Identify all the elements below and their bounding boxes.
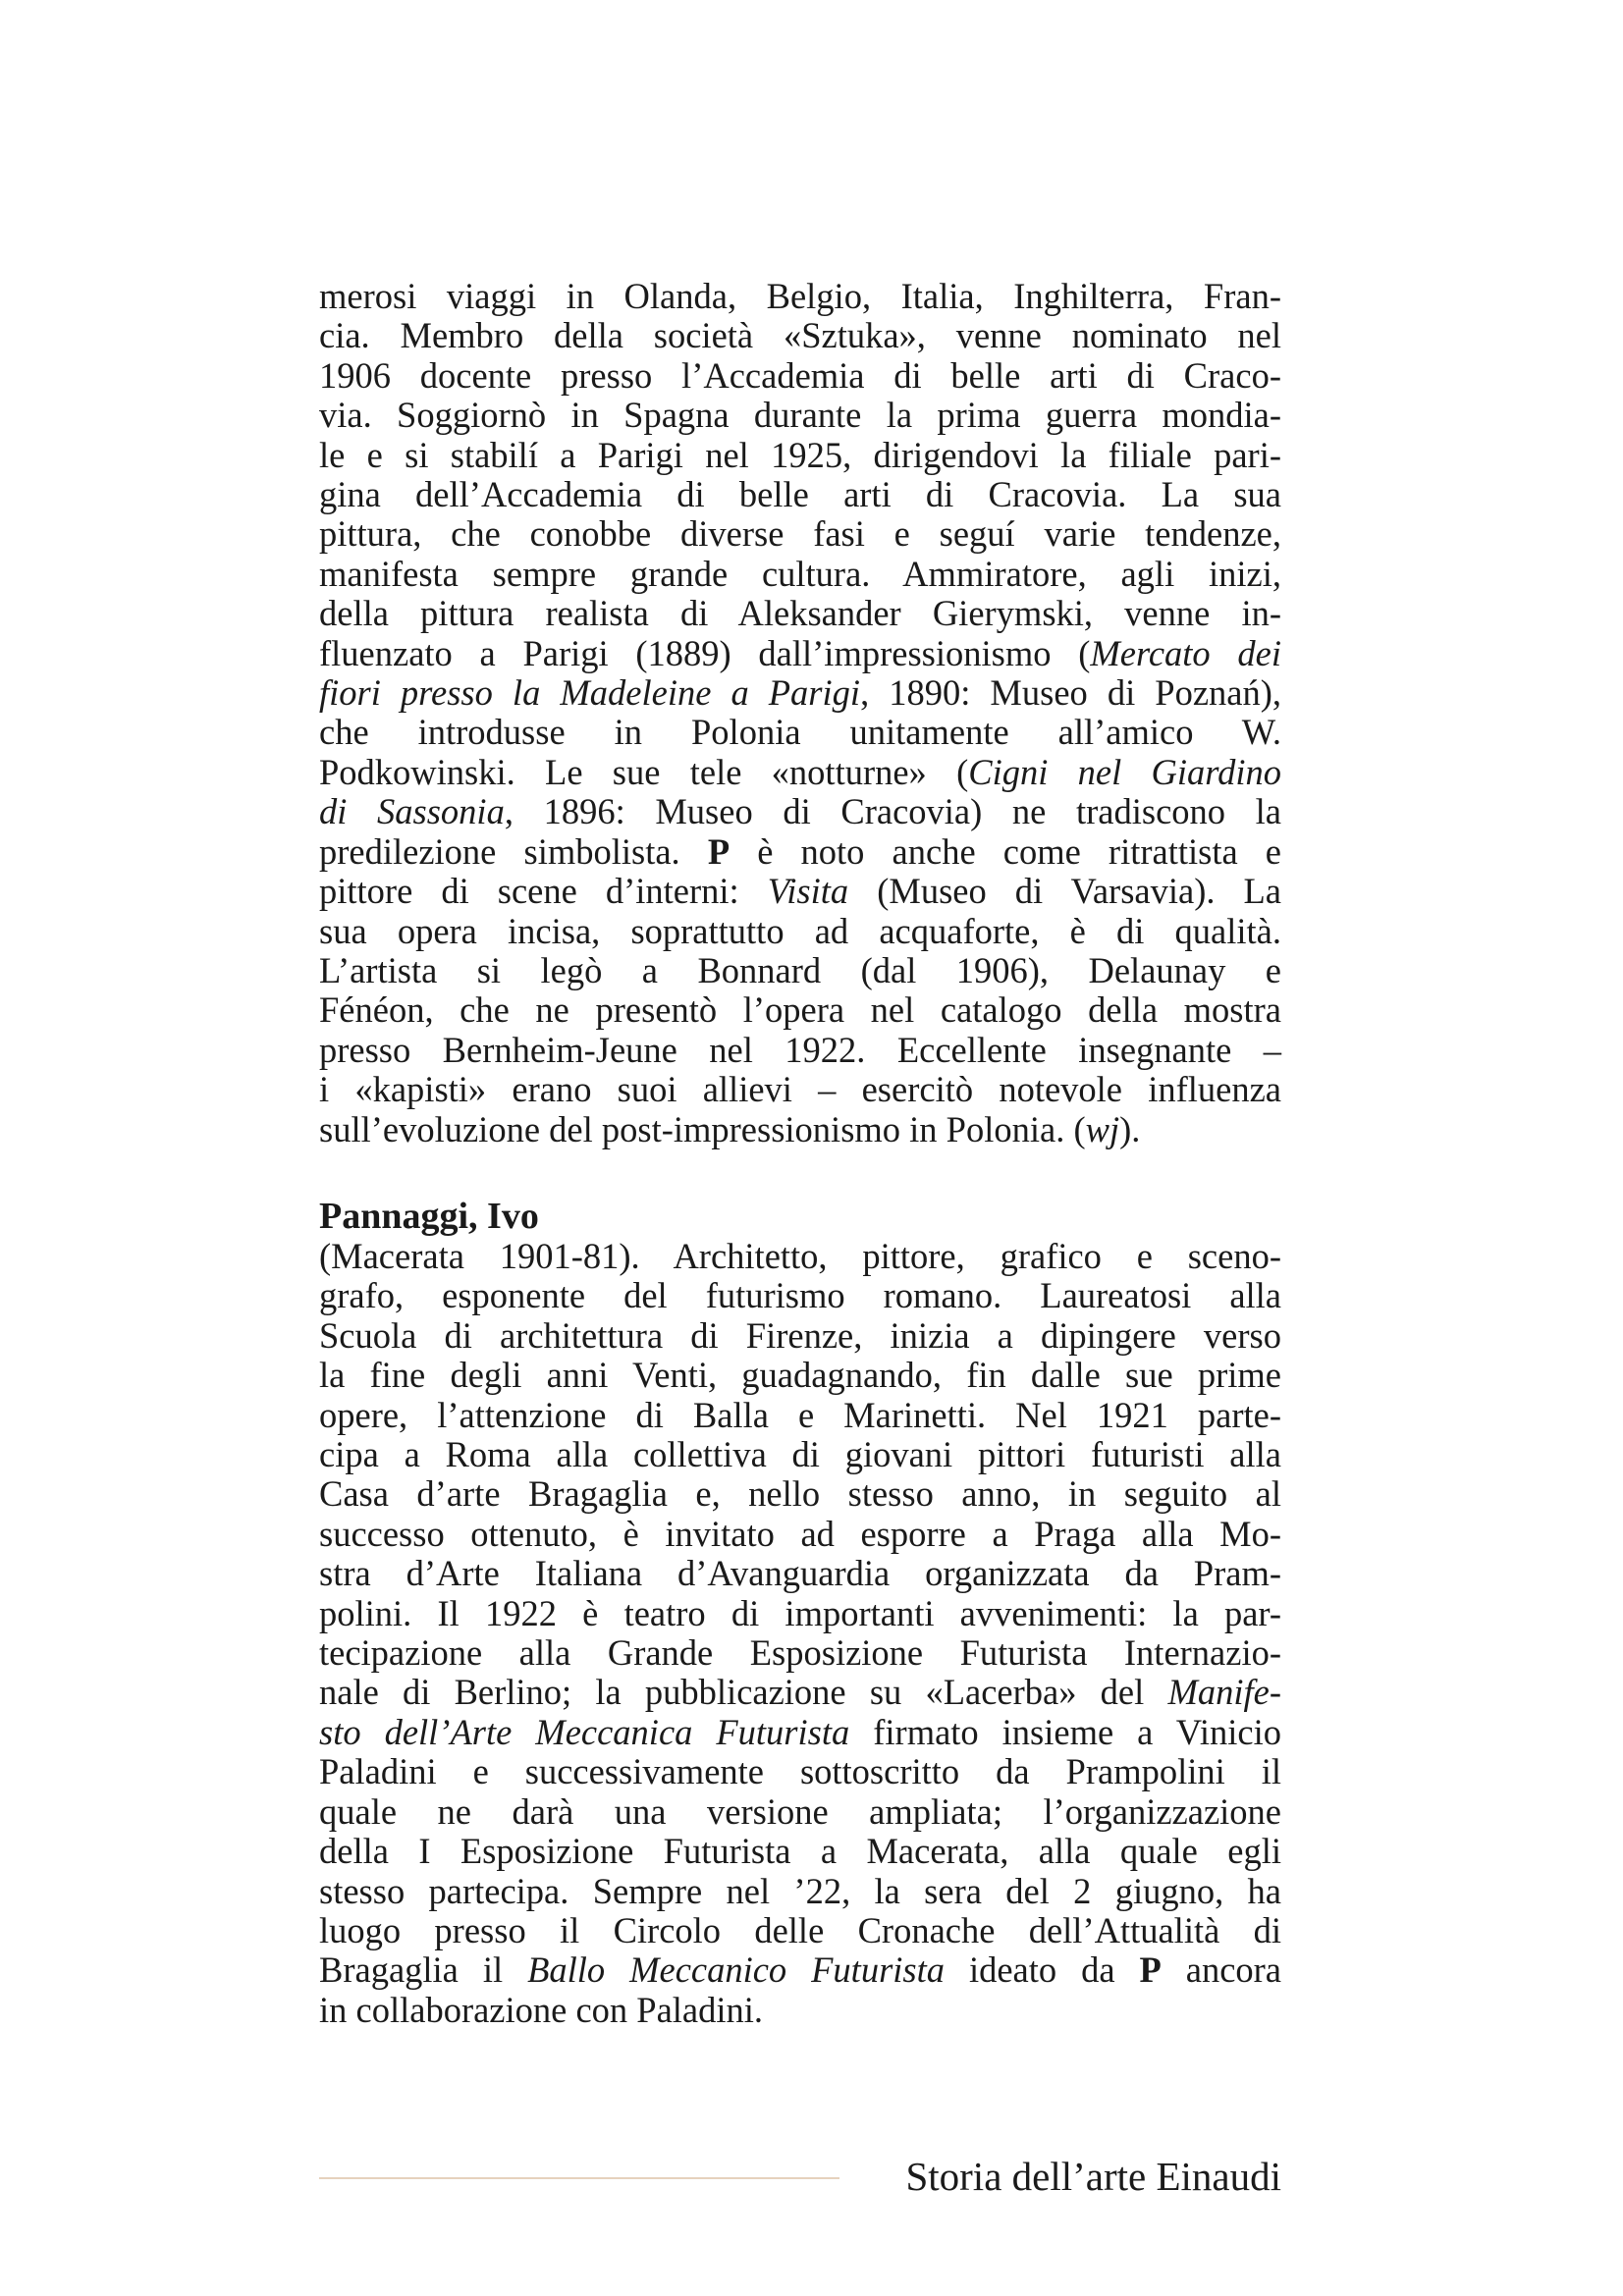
text-run: ). [1119,1108,1141,1149]
text-line: gina dell’Accademia di belle arti di Cracovia. La sua [319,474,1281,515]
artwork-title: fiori presso la Madeleine a Parigi [319,672,861,714]
entry-initial: P [1139,1949,1162,1991]
text-line: la fine degli anni Venti, guadagnando, fin dalle sue prime [319,1355,1281,1396]
text-line: Paladini e successivamente sottoscritto da Prampolini il [319,1751,1281,1792]
text-line: in collaborazione con Paladini. [319,1989,764,2030]
text-line: (Macerata 1901-81). Architetto, pittore, grafico e sceno- [319,1236,1281,1276]
artwork-title: Manife- [1167,1672,1281,1713]
text-run: firmato insieme a Vinicio [849,1711,1281,1752]
text-line: della pittura realista di Aleksander Gierymski, venne in- [319,593,1281,634]
text-line: Fénéon, che ne presentò l’opera nel catalogo della mostra [319,989,1281,1031]
text-line: cipa a Roma alla collettiva di giovani pittori futuristi alla [319,1434,1281,1475]
entry-heading: Pannaggi, Ivo [319,1196,539,1237]
text-line: sua opera incisa, soprattutto ad acquaforte, è di qualità. [319,910,1281,951]
text-line: quale ne darà una versione ampliata; l’organizzazione [319,1790,1281,1832]
text-line: grafo, esponente del futurismo romano. Laureatosi alla [319,1275,1281,1316]
text-run: ancora [1161,1949,1281,1991]
text-line: opere, l’attenzione di Balla e Marinetti. Nel 1921 parte- [319,1394,1281,1435]
text-line: che introdusse in Polonia unitamente all’amico W. [319,712,1281,753]
author-initials: wj [1085,1108,1120,1149]
text-line: luogo presso il Circolo delle Cronache dell’Attualità di [319,1909,1281,1950]
text-run: ideato da [945,1949,1140,1991]
text-line [319,1950,1281,1990]
text-run: fluenzato a Parigi (1889) dall’impressionismo ( [319,632,1091,673]
artwork-title: di Sassonia [319,791,505,832]
artwork-title: sto dell’Arte Meccanica Futurista [319,1711,850,1752]
text-line: 1906 docente presso l’Accademia di belle arti di Craco- [319,354,1281,396]
text-line: stesso partecipa. Sempre nel ’22, la sera del 2 giugno, ha [319,1870,1281,1911]
text-line: L’artista si legò a Bonnard (dal 1906), Delaunay e [319,949,1281,990]
entry-paragraph [319,1237,1281,2030]
footer-title: Storia dell’arte Einaudi [905,2154,1281,2199]
entry-paragraph [319,277,1281,1149]
text-line [319,634,1281,673]
text-line [319,832,1281,872]
text-line [319,872,1281,911]
text-line [319,673,1281,713]
artwork-title: Mercato dei [1090,632,1281,673]
text-line: via. Soggiornò in Spagna durante la prima guerra mondia- [319,395,1281,436]
text-run: , 1890: Museo di Poznań), [860,672,1282,714]
text-line: polini. Il 1922 è teatro di importanti avvenimenti: la par- [319,1592,1281,1633]
artwork-title: Ballo Meccanico Futurista [527,1949,946,1991]
text-run: nale di Berlino; la pubblicazione su «Lacerba» del [319,1672,1168,1713]
text-line [319,1673,1281,1712]
entry-initial: P [707,830,730,872]
text-run: sull’evoluzione del post-impressionismo in Polonia. ( [319,1108,1086,1149]
text-line: stra d’Arte Italiana d’Avanguardia organizzata da Pram- [319,1553,1281,1594]
text-line: le e si stabilí a Parigi nel 1925, dirigendovi la filiale pari- [319,434,1281,475]
text-run: , 1896: Museo di Cracovia) ne tradiscono la [504,791,1281,832]
text-line: Scuola di architettura di Firenze, inizia a dipingere verso [319,1314,1281,1356]
text-line: i «kapisti» erano suoi allievi – esercitò notevole influenza [319,1069,1281,1110]
text-line [319,792,1281,831]
text-line: successo ottenuto, è invitato ad esporre a Praga alla Mo- [319,1513,1281,1554]
text-run: predilezione simbolista. [319,830,708,872]
text-line: Casa d’arte Bragaglia e, nello stesso anno, in seguito al [319,1473,1281,1515]
text-line: pittura, che conobbe diverse fasi e seguí varie tendenze, [319,513,1281,555]
text-run: Podkowinski. Le sue tele «notturne» ( [319,751,969,792]
text-line: presso Bernheim-Jeune nel 1922. Eccellente insegnante – [319,1029,1281,1070]
footer-rule [319,2177,839,2179]
text-run: pittore di scene d’interni: [319,871,768,912]
text-line [319,753,1281,792]
text-run: Bragaglia il [319,1949,528,1991]
text-line: cia. Membro della società «Sztuka», venne nominato nel [319,315,1281,356]
text-run: (Museo di Varsavia). La [848,871,1281,912]
text-line [319,1713,1281,1752]
text-line: manifesta sempre grande cultura. Ammiratore, agli inizi, [319,553,1281,594]
text-line: merosi viaggi in Olanda, Belgio, Italia, Inghilterra, Fran- [319,276,1281,316]
artwork-title: Cigni nel Giardino [968,751,1281,792]
text-line [319,1110,1281,1149]
artwork-title: Visita [767,871,849,912]
text-line: della I Esposizione Futurista a Macerata, alla quale egli [319,1831,1281,1872]
text-line: tecipazione alla Grande Esposizione Futurista Internazio- [319,1632,1281,1674]
text-run: è noto anche come ritrattista e [730,830,1281,872]
